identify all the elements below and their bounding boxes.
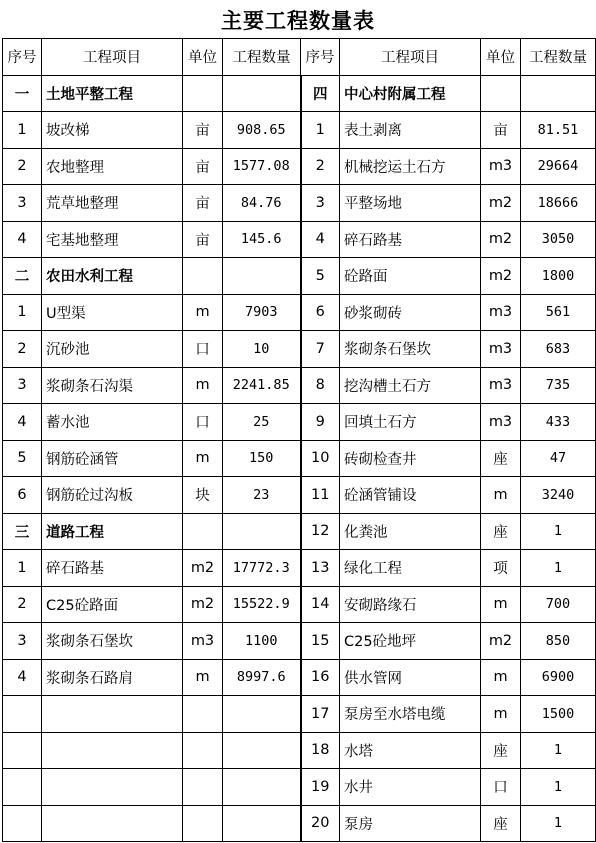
right-seq-cell: 13 [301,550,340,587]
right-seq-cell: 2 [301,148,340,185]
right-seq-cell: 4 [301,221,340,258]
left-seq-cell: 2 [3,148,42,185]
right-item-cell: 平整场地 [340,185,481,222]
right-qty-cell: 1500 [521,696,596,733]
left-item-cell [42,732,183,769]
table-row [3,805,596,842]
left-qty-cell: 150 [223,440,301,477]
left-seq-cell: 2 [3,586,42,623]
right-seq-cell: 1 [301,112,340,149]
table-row [3,75,596,112]
header-unit: 单位 [481,39,521,76]
left-qty-cell: 84.76 [223,185,301,222]
left-item-cell: 农地整理 [42,148,183,185]
left-seq-cell: 4 [3,659,42,696]
right-unit-cell: 项 [481,550,521,587]
left-item-cell: 碎石路基 [42,550,183,587]
left-unit-cell: 亩 [183,112,223,149]
right-unit-cell: m [481,659,521,696]
left-unit-cell: m [183,440,223,477]
left-item-cell [42,805,183,842]
right-qty-cell: 3050 [521,221,596,258]
right-unit-cell: 座 [481,732,521,769]
table-row [3,367,596,404]
left-item-cell: 沉砂池 [42,331,183,368]
right-seq-cell: 19 [301,769,340,806]
table-row [3,221,596,258]
right-item-cell: 水塔 [340,732,481,769]
right-unit-cell: m2 [481,185,521,222]
right-unit-cell: m2 [481,221,521,258]
right-seq-cell: 18 [301,732,340,769]
left-qty-cell: 23 [223,477,301,514]
right-seq-cell: 3 [301,185,340,222]
left-seq-cell: 3 [3,623,42,660]
table-row [3,623,596,660]
header-qty: 工程数量 [223,39,301,76]
right-seq-cell: 6 [301,294,340,331]
right-item-cell: 碎石路基 [340,221,481,258]
right-unit-cell: m3 [481,148,521,185]
table-row [3,696,596,733]
left-item-cell: 浆砌条石沟渠 [42,367,183,404]
left-unit-cell: m [183,659,223,696]
left-seq-cell [3,805,42,842]
left-unit-cell: 块 [183,477,223,514]
table-row [3,112,596,149]
right-unit-cell: 座 [481,805,521,842]
right-qty-cell: 29664 [521,148,596,185]
right-seq-cell: 16 [301,659,340,696]
table-row [3,586,596,623]
right-seq-cell: 10 [301,440,340,477]
left-qty-cell: 10 [223,331,301,368]
right-seq-cell: 12 [301,513,340,550]
left-item-cell: 荒草地整理 [42,185,183,222]
right-item-cell: 挖沟槽土石方 [340,367,481,404]
right-seq-cell: 14 [301,586,340,623]
left-item-cell: 坡改梯 [42,112,183,149]
left-seq-cell [3,769,42,806]
left-item-cell: 土地平整工程 [42,75,183,112]
table-row [3,769,596,806]
right-unit-cell: m3 [481,367,521,404]
right-item-cell: 砖砌检查井 [340,440,481,477]
left-item-cell: 钢筋砼涵管 [42,440,183,477]
right-item-cell: 砼涵管铺设 [340,477,481,514]
left-unit-cell [183,513,223,550]
left-qty-cell [223,258,301,295]
right-item-cell: 砂浆砌砖 [340,294,481,331]
right-unit-cell [481,75,521,112]
left-unit-cell: 亩 [183,221,223,258]
left-unit-cell: 口 [183,331,223,368]
right-qty-cell: 1 [521,550,596,587]
right-unit-cell: 座 [481,440,521,477]
header-unit: 单位 [183,39,223,76]
left-item-cell: 浆砌条石路肩 [42,659,183,696]
left-qty-cell [223,75,301,112]
left-qty-cell [223,805,301,842]
left-qty-cell [223,513,301,550]
right-seq-cell: 15 [301,623,340,660]
left-seq-cell: 2 [3,331,42,368]
left-seq-cell: 6 [3,477,42,514]
left-unit-cell [183,805,223,842]
left-qty-cell: 7903 [223,294,301,331]
left-item-cell: C25砼路面 [42,586,183,623]
left-qty-cell: 2241.85 [223,367,301,404]
left-seq-cell [3,732,42,769]
left-seq-cell: 1 [3,112,42,149]
left-seq-cell: 二 [3,258,42,295]
right-qty-cell: 735 [521,367,596,404]
left-unit-cell: m [183,367,223,404]
table-row [3,659,596,696]
header-seq: 序号 [3,39,42,76]
right-unit-cell: m3 [481,294,521,331]
left-item-cell: 道路工程 [42,513,183,550]
right-item-cell: 中心村附属工程 [340,75,481,112]
left-qty-cell: 145.6 [223,221,301,258]
right-unit-cell: m [481,696,521,733]
right-unit-cell: m3 [481,404,521,441]
left-seq-cell: 5 [3,440,42,477]
left-qty-cell: 1100 [223,623,301,660]
left-item-cell: U型渠 [42,294,183,331]
right-qty-cell [521,75,596,112]
left-item-cell: 宅基地整理 [42,221,183,258]
right-qty-cell: 81.51 [521,112,596,149]
right-qty-cell: 47 [521,440,596,477]
left-qty-cell [223,696,301,733]
right-unit-cell: m2 [481,623,521,660]
left-item-cell: 蓄水池 [42,404,183,441]
right-unit-cell: m3 [481,331,521,368]
right-qty-cell: 850 [521,623,596,660]
right-item-cell: 绿化工程 [340,550,481,587]
left-unit-cell: m3 [183,623,223,660]
header-qty: 工程数量 [521,39,596,76]
table-header-row [3,39,596,76]
right-item-cell: 砼路面 [340,258,481,295]
right-unit-cell: m [481,586,521,623]
left-unit-cell [183,769,223,806]
right-unit-cell: 亩 [481,112,521,149]
left-qty-cell: 17772.3 [223,550,301,587]
right-qty-cell: 683 [521,331,596,368]
right-item-cell: 泵房 [340,805,481,842]
left-seq-cell: 1 [3,550,42,587]
document-title: 主要工程数量表 [221,8,375,33]
left-qty-cell: 25 [223,404,301,441]
header-seq: 序号 [301,39,340,76]
left-seq-cell: 4 [3,221,42,258]
table-row [3,404,596,441]
left-seq-cell: 3 [3,367,42,404]
right-qty-cell: 433 [521,404,596,441]
left-qty-cell: 908.65 [223,112,301,149]
left-seq-cell: 4 [3,404,42,441]
right-item-cell: 供水管网 [340,659,481,696]
right-seq-cell: 20 [301,805,340,842]
table-row [3,148,596,185]
right-qty-cell: 700 [521,586,596,623]
left-item-cell: 钢筋砼过沟板 [42,477,183,514]
right-qty-cell: 3240 [521,477,596,514]
right-seq-cell: 11 [301,477,340,514]
right-seq-cell: 8 [301,367,340,404]
table-row [3,732,596,769]
left-seq-cell: 三 [3,513,42,550]
right-unit-cell: 口 [481,769,521,806]
left-unit-cell [183,732,223,769]
left-item-cell [42,769,183,806]
right-seq-cell: 7 [301,331,340,368]
left-qty-cell: 15522.9 [223,586,301,623]
left-unit-cell: m2 [183,586,223,623]
left-unit-cell [183,696,223,733]
left-item-cell: 浆砌条石堡坎 [42,623,183,660]
left-seq-cell [3,696,42,733]
right-item-cell: C25砼地坪 [340,623,481,660]
right-qty-cell: 6900 [521,659,596,696]
quantity-table [2,38,596,842]
left-unit-cell: 亩 [183,185,223,222]
right-seq-cell: 5 [301,258,340,295]
left-qty-cell: 8997.6 [223,659,301,696]
left-unit-cell: m [183,294,223,331]
right-seq-cell: 9 [301,404,340,441]
right-item-cell: 水井 [340,769,481,806]
right-qty-cell: 1 [521,732,596,769]
left-qty-cell [223,732,301,769]
left-seq-cell: 3 [3,185,42,222]
right-seq-cell: 17 [301,696,340,733]
right-qty-cell: 1 [521,769,596,806]
right-item-cell: 浆砌条石堡坎 [340,331,481,368]
right-qty-cell: 18666 [521,185,596,222]
right-item-cell: 机械挖运土石方 [340,148,481,185]
table-row [3,185,596,222]
header-item: 工程项目 [340,39,481,76]
left-unit-cell: 亩 [183,148,223,185]
right-item-cell: 回填土石方 [340,404,481,441]
right-unit-cell: m [481,477,521,514]
right-item-cell: 表土剥离 [340,112,481,149]
header-item: 工程项目 [42,39,183,76]
table-row [3,550,596,587]
table-row [3,294,596,331]
right-item-cell: 化粪池 [340,513,481,550]
right-item-cell: 泵房至水塔电缆 [340,696,481,733]
left-seq-cell: 1 [3,294,42,331]
left-unit-cell [183,75,223,112]
right-qty-cell: 1800 [521,258,596,295]
right-unit-cell: m2 [481,258,521,295]
table-row [3,440,596,477]
left-qty-cell [223,769,301,806]
table-row [3,477,596,514]
left-item-cell: 农田水利工程 [42,258,183,295]
left-item-cell [42,696,183,733]
left-unit-cell [183,258,223,295]
right-seq-cell: 四 [301,75,340,112]
left-seq-cell: 一 [3,75,42,112]
right-qty-cell: 1 [521,513,596,550]
right-unit-cell: 座 [481,513,521,550]
left-unit-cell: 口 [183,404,223,441]
table-row [3,513,596,550]
table-row [3,331,596,368]
table-row [3,258,596,295]
right-qty-cell: 1 [521,805,596,842]
left-unit-cell: m2 [183,550,223,587]
right-qty-cell: 561 [521,294,596,331]
left-qty-cell: 1577.08 [223,148,301,185]
right-item-cell: 安砌路缘石 [340,586,481,623]
